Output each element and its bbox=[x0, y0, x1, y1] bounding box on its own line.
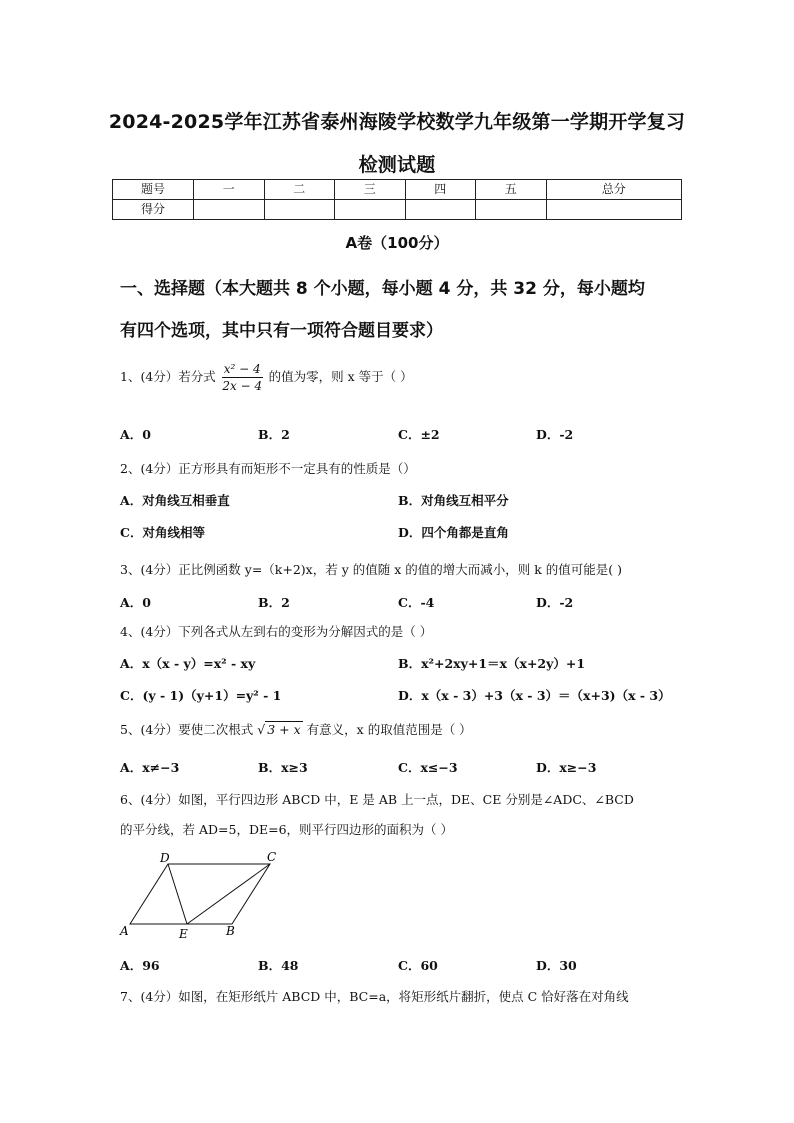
q2-option-b[interactable]: B．对角线互相平分 bbox=[398, 493, 509, 508]
score-header-cell: 题号 bbox=[113, 180, 194, 200]
exam-title-line1: 2024-2025学年江苏省泰州海陵学校数学九年级第一学期开学复习 bbox=[108, 111, 686, 133]
square-root: √ 3 + x bbox=[257, 722, 301, 737]
section-heading-line1: 一、选择题（本大题共 8 个小题，每小题 4 分，共 32 分，每小题均 bbox=[120, 279, 645, 299]
section-heading-line2: 有四个选项，其中只有一项符合题目要求） bbox=[120, 321, 443, 341]
q4-option-d[interactable]: D．x（x - 3）+3（x - 3）＝（x+3)（x - 3） bbox=[398, 688, 671, 703]
q4-option-b[interactable]: B．x²+2xy+1＝x（x+2y）+1 bbox=[398, 656, 586, 671]
score-header-cell: 总分 bbox=[546, 180, 682, 200]
fraction bbox=[222, 361, 263, 394]
score-cell[interactable] bbox=[194, 200, 265, 220]
question-7: 7、(4分）如图，在矩形纸片 ABCD 中，BC=a，将矩形纸片翻折，使点 C 恰好落在对角线 bbox=[120, 989, 629, 1004]
q6-option-c[interactable]: C．60 bbox=[398, 958, 438, 973]
question-6-line2: 的平分线，若 AD=5，DE=6，则平行四边形的面积为（ ） bbox=[120, 822, 453, 837]
question-1 bbox=[120, 361, 413, 394]
q5-option-a[interactable]: A．x≠−3 bbox=[120, 760, 180, 775]
question-6-line1: 6、(4分）如图，平行四边形 ABCD 中，E 是 AB 上一点，DE、CE 分别是∠ADC、∠BCD bbox=[120, 792, 634, 807]
q4-option-a[interactable]: A．x（x - y）=x² - xy bbox=[120, 656, 256, 671]
q4-option-c[interactable]: C．(y - 1)（y+1）=y² - 1 bbox=[120, 688, 282, 703]
question-3: 3、(4分）正比例函数 y=（k+2)x，若 y 的值随 x 的值的增大而减小，则 k 的值可能是( ) bbox=[120, 562, 622, 577]
score-header-cell: 一 bbox=[194, 180, 265, 200]
score-table-header-row bbox=[113, 180, 682, 200]
score-table-score-row bbox=[113, 200, 682, 220]
score-row-label: 得分 bbox=[113, 200, 194, 220]
score-cell[interactable] bbox=[335, 200, 406, 220]
q1-option-a[interactable]: A．0 bbox=[120, 427, 151, 442]
q2-option-d[interactable]: D．四个角都是直角 bbox=[398, 525, 509, 540]
label-d: D bbox=[160, 851, 170, 865]
question-5-prefix: 5、(4分）要使二次根式 bbox=[120, 722, 254, 737]
q6-option-a[interactable]: A．96 bbox=[120, 958, 160, 973]
score-cell[interactable] bbox=[546, 200, 682, 220]
q6-option-d[interactable]: D．30 bbox=[536, 958, 577, 973]
q2-option-c[interactable]: C．对角线相等 bbox=[120, 525, 205, 540]
q3-option-c[interactable]: C．-4 bbox=[398, 595, 435, 610]
q1-option-c[interactable]: C．±2 bbox=[398, 427, 440, 442]
question-1-suffix: 的值为零，则 x 等于（ ） bbox=[268, 369, 413, 384]
segment-ce bbox=[187, 864, 270, 924]
fraction-denominator: 2x − 4 bbox=[222, 379, 263, 393]
score-header-cell: 四 bbox=[405, 180, 476, 200]
label-e: E bbox=[179, 927, 188, 941]
radicand: 3 + x bbox=[267, 722, 301, 737]
question-1-prefix: 1、(4分）若分式 bbox=[120, 369, 216, 384]
exam-title-line2: 检测试题 bbox=[358, 154, 436, 176]
score-header-cell: 三 bbox=[335, 180, 406, 200]
q6-option-b[interactable]: B．48 bbox=[258, 958, 299, 973]
q5-option-c[interactable]: C．x≤−3 bbox=[398, 760, 458, 775]
score-header-cell: 五 bbox=[476, 180, 547, 200]
volume-heading: A卷（100分） bbox=[345, 234, 449, 252]
q3-option-b[interactable]: B．2 bbox=[258, 595, 290, 610]
score-cell[interactable] bbox=[476, 200, 547, 220]
score-cell[interactable] bbox=[405, 200, 476, 220]
score-header-cell: 二 bbox=[264, 180, 335, 200]
score-cell[interactable] bbox=[264, 200, 335, 220]
question-5-suffix: 有意义，x 的取值范围是（ ） bbox=[306, 722, 472, 737]
q5-option-b[interactable]: B．x≥3 bbox=[258, 760, 308, 775]
q1-option-b[interactable]: B．2 bbox=[258, 427, 290, 442]
segment-de bbox=[168, 864, 187, 924]
label-c: C bbox=[267, 850, 277, 864]
q3-option-d[interactable]: D．-2 bbox=[536, 595, 574, 610]
score-table bbox=[112, 179, 682, 220]
question-5 bbox=[120, 720, 472, 738]
fraction-numerator: x² − 4 bbox=[223, 362, 261, 376]
question-4: 4、(4分）下列各式从左到右的变形为分解因式的是（ ） bbox=[120, 624, 433, 639]
q1-option-d[interactable]: D．-2 bbox=[536, 427, 574, 442]
label-a: A bbox=[120, 924, 129, 938]
label-b: B bbox=[226, 924, 235, 938]
q5-option-d[interactable]: D．x≥−3 bbox=[536, 760, 597, 775]
parallelogram-figure bbox=[115, 846, 285, 946]
question-2: 2、(4分）正方形具有而矩形不一定具有的性质是（） bbox=[120, 461, 416, 476]
q3-option-a[interactable]: A．0 bbox=[120, 595, 151, 610]
q2-option-a[interactable]: A．对角线互相垂直 bbox=[120, 493, 230, 508]
